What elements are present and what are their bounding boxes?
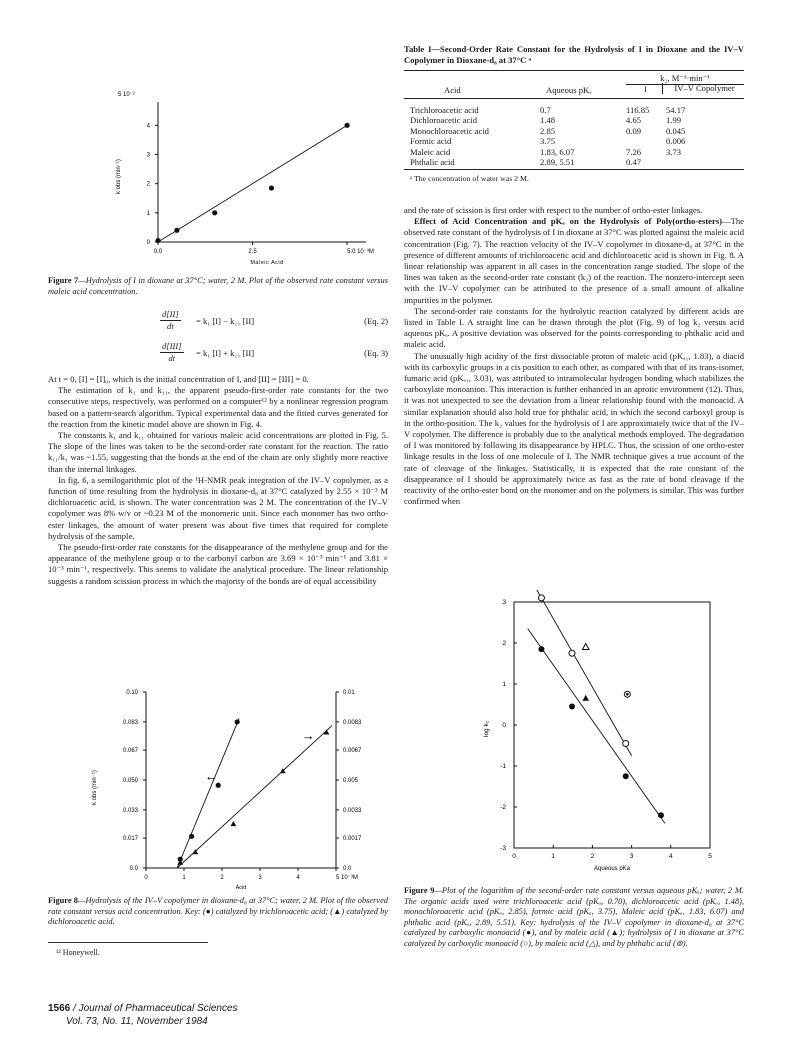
data-point-core xyxy=(626,693,629,696)
fit-line-dichloro xyxy=(177,725,332,868)
eq3-rhs: = k₁ [I] + k₁₁ [II] xyxy=(196,348,255,358)
table-cell: 0.47 xyxy=(626,156,642,167)
right-paragraph-1-text: —The observed rate constant of the hydrolysis of I in dioxane at 37°C was plotted against the maleic acid concentration (Fig. 7). The reaction velocity of the IV–V copolymer in dioxane-d₈ at 37°C in the presence of different amounts of trichloroacetic acid and dichloroacetic acid is shown in Fig. 8. A linear relationship was apparent in all cases in the concentration range studied. The slope of the lines was taken as the second-order rate constant (k₂) of the reaction. The nonzero-intercept seen with the IV–V copolymer can be attributed to the presence of a small amount of alkaline impurities in the polymer. xyxy=(404,216,744,305)
eq3-number: (Eq. 3) xyxy=(364,348,388,358)
data-point xyxy=(569,650,575,656)
data-point xyxy=(658,812,664,818)
table-cell: Formic acid xyxy=(410,136,452,147)
table-cell: 3.75 xyxy=(540,136,556,147)
table-1-header-i: I xyxy=(644,84,647,94)
arrow-right: → xyxy=(301,728,315,743)
footnote: ¹² Honeywell. xyxy=(56,948,100,957)
fit-line xyxy=(158,125,347,242)
section-heading: Effect of Acid Concentration and pKₐ on the Hydrolysis of Poly(ortho-esters) xyxy=(414,216,723,227)
x-tick-label: 3 xyxy=(258,875,262,881)
x-tick-label: 2.5 xyxy=(248,249,257,255)
figure-8-caption-lead: Figure 8 xyxy=(48,896,78,905)
data-point xyxy=(235,719,240,724)
x-tick-label: 5.0 10⁻³M xyxy=(347,249,374,255)
table-1-header-pka: Aqueous pKₐ xyxy=(546,85,592,95)
figure-8-caption xyxy=(48,896,388,928)
data-point xyxy=(569,704,575,710)
data-point xyxy=(582,644,589,650)
y-tick-label: 3 xyxy=(146,152,150,159)
table-1-header-copolymer: IV–V Copolymer xyxy=(662,83,744,94)
left-tick-label: 0.050 xyxy=(122,778,138,784)
x-axis-label: Aqueous pKa xyxy=(593,866,631,872)
table-cell: 2.89, 5.51 xyxy=(540,156,575,167)
table-cell: 1.99 xyxy=(666,115,682,126)
left-body-text xyxy=(48,374,388,587)
figure-8-plot xyxy=(86,680,386,892)
data-point xyxy=(538,595,544,601)
figure-7 xyxy=(108,84,378,270)
left-paragraph-5: The pseudo-first-order rate constants for the disappearance of the methylene group and for the appearance of the methylene group α to the carbonyl carbon are 3.69 × 10⁻³ min⁻¹ and 3.81 × 10⁻³ min⁻¹, respectively. This seems to validate the analytical procedure. The linear relationship suggests a random scission process in which the majority of the bonds are of equal accessibility xyxy=(48,542,388,586)
right-tick-label: 0.0033 xyxy=(343,807,362,814)
table-row xyxy=(404,105,744,115)
table-cell: Phthalic acid xyxy=(410,156,455,167)
y-axis-label: k obs (min⁻¹) xyxy=(116,159,122,194)
data-point xyxy=(231,821,237,826)
left-paragraph-3: The constants k₁ and k₁₁ obtained for various maleic acid concentrations are plotted in Fig. 5. The slope of the lines was taken to be the second-order rate constant for the reaction. The ratio k₁₁/k₁ was ~1.55, suggesting that the bonds at the end of the chain are only slightly more reactive than the internal linkages. xyxy=(48,430,388,474)
left-tick-label: 0.10 xyxy=(126,690,138,696)
table-cell: 0.045 xyxy=(666,125,686,136)
y-tick-label: 0 xyxy=(502,722,506,729)
figure-8 xyxy=(86,680,386,892)
eq2-denominator: dt xyxy=(167,321,174,332)
fit-line-trichloro xyxy=(177,718,239,868)
table-cell: 1.48 xyxy=(540,115,556,126)
table-1 xyxy=(404,70,744,185)
data-point xyxy=(623,740,629,746)
table-cell: 0.006 xyxy=(666,136,686,147)
x-tick-label: 2 xyxy=(590,853,595,860)
figure-9 xyxy=(474,590,744,882)
table-1-body xyxy=(404,99,744,167)
figure-7-caption-body: —Hydrolysis of I in dioxane at 37°C; water, 2 M. Plot of the observed rate constant versus maleic acid concentration. xyxy=(48,276,388,296)
equation-3 xyxy=(48,341,388,371)
x-axis-label: Maleic Acid xyxy=(250,260,284,266)
table-cell: 0.7 xyxy=(540,105,551,115)
right-tick-label: 0.0067 xyxy=(343,748,362,755)
table-cell: Monochloroacetic acid xyxy=(410,125,489,136)
y-axis-label: log k₂ xyxy=(483,720,490,737)
left-tick-label: 0.0 xyxy=(129,866,138,872)
x-tick-label: 1 xyxy=(551,853,556,860)
figure-8-caption-body: —Hydrolysis of the IV–V copolymer in dioxane-d₈ at 37°C; water, 2 M. Plot of the observed rate constant versus acid concentration. Key: (●) catalyzed by trichloroacetic acid; (▲) catalyzed by dichloroacetic acid. xyxy=(48,896,388,927)
table-row xyxy=(404,147,744,157)
x-tick-label: 0.0 xyxy=(153,249,163,255)
x-tick-label: 0 xyxy=(512,853,516,860)
eq2-fraction xyxy=(160,309,181,332)
data-point xyxy=(189,834,194,839)
table-cell: 2.85 xyxy=(540,125,556,136)
data-point xyxy=(269,185,274,190)
table-cell: Maleic acid xyxy=(410,146,451,157)
y-tick-label: -1 xyxy=(500,763,506,770)
figure-7-plot xyxy=(108,84,378,270)
page-number: 1566 xyxy=(48,1003,71,1014)
fit-line-copolymer xyxy=(528,629,665,824)
x-tick-label: 5 10⁻³M xyxy=(336,875,358,881)
left-tick-label: 0.033 xyxy=(122,807,138,814)
eq2-numerator: d[II] xyxy=(160,309,181,321)
y-tick-label: 2 xyxy=(146,181,150,188)
figure-7-caption xyxy=(48,276,388,297)
table-cell: Dichloroacetic acid xyxy=(410,115,478,126)
table-1-header-acid: Acid xyxy=(444,85,461,95)
x-tick-label: 1 xyxy=(182,875,186,881)
y-axis-label: k obs (min⁻¹) xyxy=(92,770,98,805)
table-cell: Trichloroacetic acid xyxy=(410,105,479,115)
figure-7-caption-lead: Figure 7 xyxy=(48,276,79,285)
left-tick-label: 0.083 xyxy=(122,719,138,726)
right-paragraph-2: The second-order rate constants for the hydrolytic reaction catalyzed by different acids are listed in Table I. A straight line can be drawn through the plot (Fig. 9) of log k₂ versus acid aqueous pKₐ. A positive deviation was observed for the points corresponding to phthalic acid and maleic acid. xyxy=(404,305,744,350)
eq3-numerator: d[III] xyxy=(160,341,184,353)
y-scale-label: 5 10⁻² xyxy=(118,92,135,98)
x-axis-label: Acid xyxy=(235,885,247,891)
table-cell: 0.09 xyxy=(626,125,642,136)
right-body-text xyxy=(404,205,744,507)
left-tick-label: 0.017 xyxy=(122,836,138,843)
table-1-title: Table I—Second-Order Rate Constant for the Hydrolysis of I in Dioxane and the IV–V Copolymer in Dioxane-d₈ at 37°C ᵃ xyxy=(404,44,744,65)
table-cell: 1.83, 6.07 xyxy=(540,146,575,157)
footer-line-1 xyxy=(48,1003,238,1016)
journal-name: / Journal of Pharmaceutical Sciences xyxy=(70,1003,238,1014)
y-tick-label: 1 xyxy=(146,210,150,217)
fit-line-i xyxy=(536,590,632,756)
y-tick-label: -2 xyxy=(500,804,506,811)
y-tick-label: 2 xyxy=(502,640,506,647)
x-tick-label: 4 xyxy=(668,853,673,860)
left-tick-label: 0.067 xyxy=(122,748,138,755)
table-cell: 4.65 xyxy=(626,115,642,126)
right-tick-label: 0.01 xyxy=(343,690,355,696)
left-paragraph-1: At t = 0, [I] = [I]₀, which is the initial concentration of I, and [II] = [III] = 0. xyxy=(48,374,309,384)
right-paragraph-3: The unusually high acidity of the first dissociable proton of maleic acid (pKₐ₁, 1.83), a diacid with its carboxylic groups in a cis position to each other, as compared with that of its trans-isomer, fumaric acid (pKₐ₁, 3.03), was attributed to intramolecular hydrogen bonding which stabilizes the carboxylate monoanion. This interaction is further enhanced in an aprotic environment (12). Thus, it was not unexpected to see the deviation from a linear relationship found with the monoacid. A similar explanation should also hold true for phthalic acid, in which the second carboxyl group is in the ortho-position. The k₂ values for the hydrolysis of I are approximately twice that of the IV–V copolymer. The difference is probably due to the analytical methods employed. The degradation of I was monitored by following its disappearance by HPLC. Thus, the scission of one ortho-ester linkage results in the loss of one molecule of I. The NMR technique gives a true account of the rate of cleavage of the linkages. Statistically, it is expected that the rate constant of the disappearance of I should be approximately twice as fast as the rate of bond cleavage if the reactivity of the ortho-ester bond on the monomer and on the polymers is similar. This was further confirmed when xyxy=(404,350,744,507)
y-tick-label: -3 xyxy=(500,845,506,852)
y-tick-label: 0 xyxy=(146,240,150,246)
x-tick-label: 5 xyxy=(708,853,712,860)
x-tick-label: 0 xyxy=(144,875,148,881)
x-tick-label: 2 xyxy=(220,875,224,881)
table-row xyxy=(404,126,744,136)
table-1-bottom-rule xyxy=(404,169,744,170)
table-cell: 54.17 xyxy=(666,105,686,115)
right-paragraph-0: and the rate of scission is first order with respect to the number of ortho-ester linkages. xyxy=(404,205,703,215)
x-tick-label: 4 xyxy=(296,875,300,881)
left-paragraph-4: In fig. 6, a semilogarithmic plot of the ¹H-NMR peak integration of the IV–V copolymer, as a function of time resulting from the hydrolysis in dioxane-d₈ at 37°C catalyzed by 2.55 × 10⁻³ M dichloroacetic acid, is shown. The water concentration was 2 M. The concentration of the IV–V copolymer was 8% w/v or ~0.23 M of the monomeric unit. Since each monomer has two ortho-ester linkages, the amount of water present was about five times that required for complete hydrolysis of the sample. xyxy=(48,474,388,541)
eq2-number: (Eq. 2) xyxy=(364,316,388,326)
data-point xyxy=(174,228,179,233)
footer-line-2: Vol. 73, No. 11, November 1984 xyxy=(66,1015,208,1027)
eq3-fraction xyxy=(160,341,184,364)
data-point xyxy=(212,210,217,215)
table-row xyxy=(404,157,744,167)
right-paragraph-1 xyxy=(404,216,744,306)
y-tick-label: 1 xyxy=(502,681,506,688)
data-point xyxy=(344,123,349,128)
data-point xyxy=(538,646,544,652)
figure-9-caption-lead: Figure 9 xyxy=(404,886,435,895)
data-point xyxy=(623,773,629,779)
plot-frame xyxy=(514,602,710,848)
right-tick-label: 0.005 xyxy=(343,778,359,784)
eq2-rhs: = k₁ [I] − k₁₁ [II] xyxy=(196,316,255,326)
arrow-left: ← xyxy=(204,768,218,784)
eq3-denominator: dt xyxy=(168,353,176,364)
table-cell: 116.85 xyxy=(626,105,650,115)
right-tick-label: 0.0083 xyxy=(343,719,362,726)
footnote-rule xyxy=(48,942,208,943)
table-1-group-header: k₂, M⁻¹·min⁻¹ xyxy=(626,73,744,85)
table-cell: 7.26 xyxy=(626,146,642,157)
table-cell: 3.73 xyxy=(666,146,682,157)
right-tick-label: 0.0017 xyxy=(343,836,362,843)
data-point xyxy=(582,695,589,701)
table-1-footnote: ᵃ The concentration of water was 2 M. xyxy=(410,174,529,184)
figure-9-plot xyxy=(474,590,744,882)
x-tick-label: 3 xyxy=(629,853,634,860)
data-point xyxy=(155,238,160,243)
equation-2 xyxy=(48,309,388,339)
y-tick-label: 3 xyxy=(502,599,506,606)
figure-9-caption xyxy=(404,886,744,950)
figure-9-caption-body: —Plot of the logarithm of the second-order rate constant versus aqueous pKₐ; water, 2 M. The organic acids used were trichloroacetic acid (pKₐ, 0.70), dichloroacetic acid (pKₐ, 1.48), monochloroacetic acid (pKₐ, 2.85), formic acid (pKₐ, 3.75), Maleic acid (pKₐ, 1.83, 6.07) and phthalic acid (pKₐ, 2.89, 5.51). Key: hydrolysis of the IV–V copolymer in dioxane-d₈ at 37°C catalyzed by carboxylic monoacid (●), and by maleic acid (▲); hydrolysis of I in dioxane at 37°C catalyzed by carboxylic monoacid (○), by maleic acid (△), and by phthalic acid (⊚). xyxy=(404,886,744,948)
right-tick-label: 0.0 xyxy=(343,866,352,872)
left-paragraph-2: The estimation of k₁ and k₁₁, the apparent pseudo-first-order rate constants for the two consecutive steps, respectively, was performed on a computer¹² by a nonlinear regression program based on a pattern-search algorithm. Typical experimental data and the fitted curves generated for the reaction from the kinetic model above are shown in Fig. 4. xyxy=(48,385,388,429)
table-1-header xyxy=(404,71,744,97)
table-row xyxy=(404,136,744,146)
page-footer xyxy=(48,1003,238,1028)
y-tick-label: 4 xyxy=(146,123,150,130)
table-row xyxy=(404,115,744,125)
